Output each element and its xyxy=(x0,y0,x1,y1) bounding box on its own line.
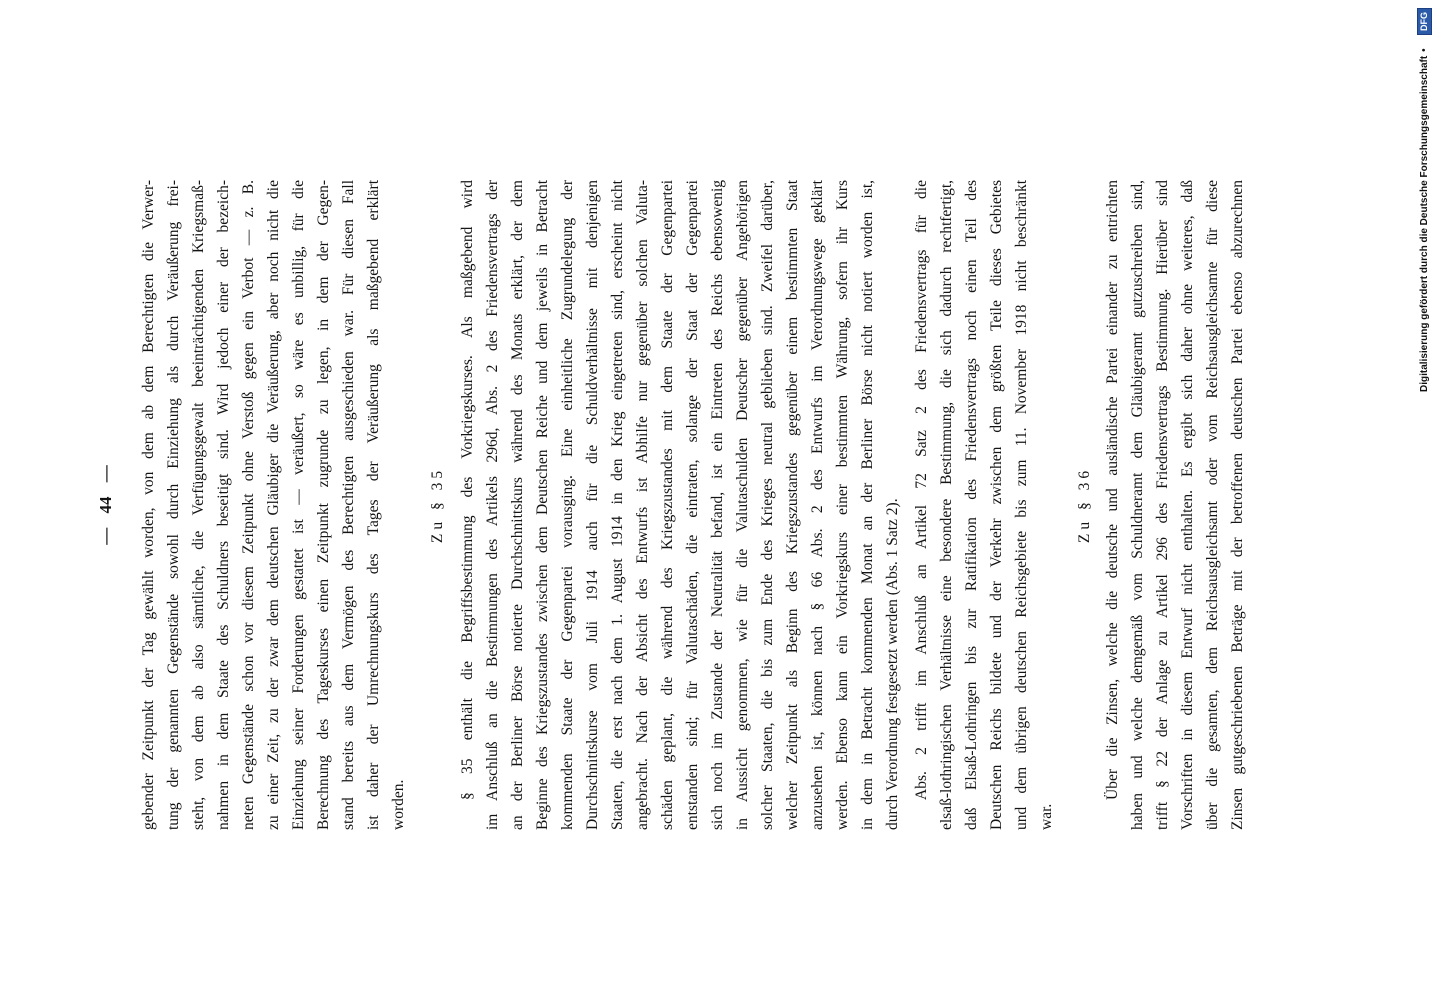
text-line: ist daher der Umrechnungskurs des Tages der Veräußerung als maßgebend erklärt xyxy=(365,180,382,830)
text-line: welcher Zeitpunkt als Beginn des Kriegszustandes gegenüber einem bestimmten Staat xyxy=(784,180,801,830)
text-line: Einziehung seiner Forderungen gestattet ist — veräußert, so wäre es unbillig, für die xyxy=(290,180,307,830)
text-line: elsaß-lothringischen Verhältnisse eine besondere Bestimmung, die sich dadurch rechtfertigt, xyxy=(938,180,955,830)
page-number: — 44 — xyxy=(96,465,115,545)
page-body xyxy=(88,180,1252,830)
text-line: anzusehen ist, können nach § 66 Abs. 2 des Entwurfs im Verordnungswege geklärt xyxy=(809,180,826,830)
text-line: gebender Zeitpunkt der Tag gewählt worden, von dem ab dem Berechtigten die Verwer- xyxy=(140,180,157,830)
text-line: neten Gegenstände schon vor diesem Zeitpunkt ohne Verstoß gegen ein Verbot — z. B. xyxy=(240,180,257,830)
text-line: war. xyxy=(1038,803,1055,830)
text-line: Vorschriften in diesem Entwurf nicht enthalten. Es ergibt sich daher ohne weiteres, daß xyxy=(1179,180,1196,830)
text-line: steht, von dem ab also sämtliche, die Verfügungsgewalt beeinträchtigenden Kriegsmaß- xyxy=(190,180,207,830)
text-line: zu einer Zeit, zu der zwar dem deutschen Gläubiger die Veräußerung, aber noch nicht die xyxy=(265,180,282,830)
text-line: nahmen in dem Staate des Schuldners beseitigt sind. Wird jedoch einer der bezeich- xyxy=(215,180,232,830)
text-line: durch Verordnung festgesetzt werden (Abs. 1 Satz 2). xyxy=(884,498,901,830)
text-line: stand bereits aus dem Vermögen des Berechtigten ausgeschieden war. Für diesen Fall xyxy=(340,180,357,830)
text-line: kommenden Staate der Gegenpartei vorausging. Eine einheitliche Zugrundelegung der xyxy=(559,180,576,830)
watermark-text: Digitalisierung gefördert durch die Deutsche Forschungsgemeinschaft xyxy=(1418,55,1430,392)
text-line: in Aussicht genommen, wie für die Valutaschulden Deutscher gegenüber Angehörigen xyxy=(734,180,751,830)
text-line: an der Berliner Börse notierte Durchschnittskurs während des Monats erklärt, der dem xyxy=(509,180,526,830)
paragraph xyxy=(1100,180,1250,830)
section-heading: Zu § 35 xyxy=(429,466,446,544)
text-line: Berechnung des Tageskurses einen Zeitpunkt zugrunde zu legen, in dem der Gegen- xyxy=(315,180,332,830)
text-line: worden. xyxy=(390,779,407,830)
text-line: Deutschen Reichs bildete und der Verkehr zwischen dem größten Teile dieses Gebietes xyxy=(988,180,1005,830)
text-line: und dem übrigen deutschen Reichsgebiete bis zum 11. November 1918 nicht beschränkt xyxy=(1013,180,1030,830)
dfg-watermark xyxy=(1416,8,1432,392)
text-line: haben und welche demgemäß vom Schuldneramt dem Gläubigeramt gutzuschreiben sind, xyxy=(1129,180,1146,830)
text-line: solcher Staaten, die bis zum Ende des Krieges neutral geblieben sind. Zweifel darüber, xyxy=(759,180,776,830)
text-line: Durchschnittskurse vom Juli 1914 auch für die Schuldverhältnisse mit denjenigen xyxy=(584,180,601,830)
text-line: Über die Zinsen, welche die deutsche und ausländische Partei einander zu entrichten xyxy=(1104,180,1121,800)
text-line: werden. Ebenso kann ein Vorkriegskurs einer bestimmten Währung, sofern ihr Kurs xyxy=(834,180,851,830)
text-line: Staaten, die erst nach dem 1. August 1914 in den Krieg eingetreten sind, erscheint nicht xyxy=(609,180,626,830)
text-line: Zinsen gutgeschriebenen Beträge mit der betroffenen deutschen Partei ebenso abzurechnen xyxy=(1229,180,1246,830)
text-line: Abs. 2 trifft im Anschluß an Artikel 72 Satz 2 des Friedensvertrags für die xyxy=(913,180,930,800)
text-line: in dem in Betracht kommenden Monat an der Berliner Börse nicht notiert worden ist, xyxy=(859,180,876,830)
watermark-separator: • xyxy=(1418,48,1430,52)
text-line: im Anschluß an die Bestimmungen des Artikels 296d, Abs. 2 des Friedensvertrags der xyxy=(484,180,501,830)
text-line: daß Elsaß-Lothringen bis zur Ratifikation des Friedensvertrags noch einen Teil des xyxy=(963,180,980,830)
text-line: über die gesamten, dem Reichsausgleichsamt oder vom Reichsausgleichsamte für diese xyxy=(1204,180,1221,830)
text-line: § 35 enthält die Begriffsbestimmung des Vorkriegskurses. Als maßgebend wird xyxy=(459,180,476,800)
text-line: sich noch im Zustande der Neutralität befand, ist ein Eintreten des Reichs ebensowenig xyxy=(709,180,726,830)
text-line: Beginne des Kriegszustandes zwischen dem Deutschen Reiche und dem jeweils in Betracht xyxy=(534,180,551,830)
text-line: schäden geplant, die während des Kriegszustandes mit dem Staate der Gegenpartei xyxy=(659,180,676,830)
section-heading: Zu § 36 xyxy=(1076,466,1093,544)
dfg-logo: DFG xyxy=(1417,8,1432,35)
text-line: angebracht. Nach der Absicht des Entwurfs ist Abhilfe nur gegenüber solchen Valuta- xyxy=(634,180,651,830)
paragraph xyxy=(455,180,905,830)
text-line: entstanden sind; für Valutaschäden, die eintraten, solange der Staat der Gegenpartei xyxy=(684,180,701,830)
text-line: trifft § 22 der Anlage zu Artikel 296 des Friedensvertrags Bestimmung. Hierüber sind xyxy=(1154,180,1171,830)
text-line: tung der genannten Gegenstände sowohl durch Einziehung als durch Veräußerung frei- xyxy=(165,180,182,830)
paragraph xyxy=(909,180,1059,830)
paragraph-continuation xyxy=(136,180,411,830)
